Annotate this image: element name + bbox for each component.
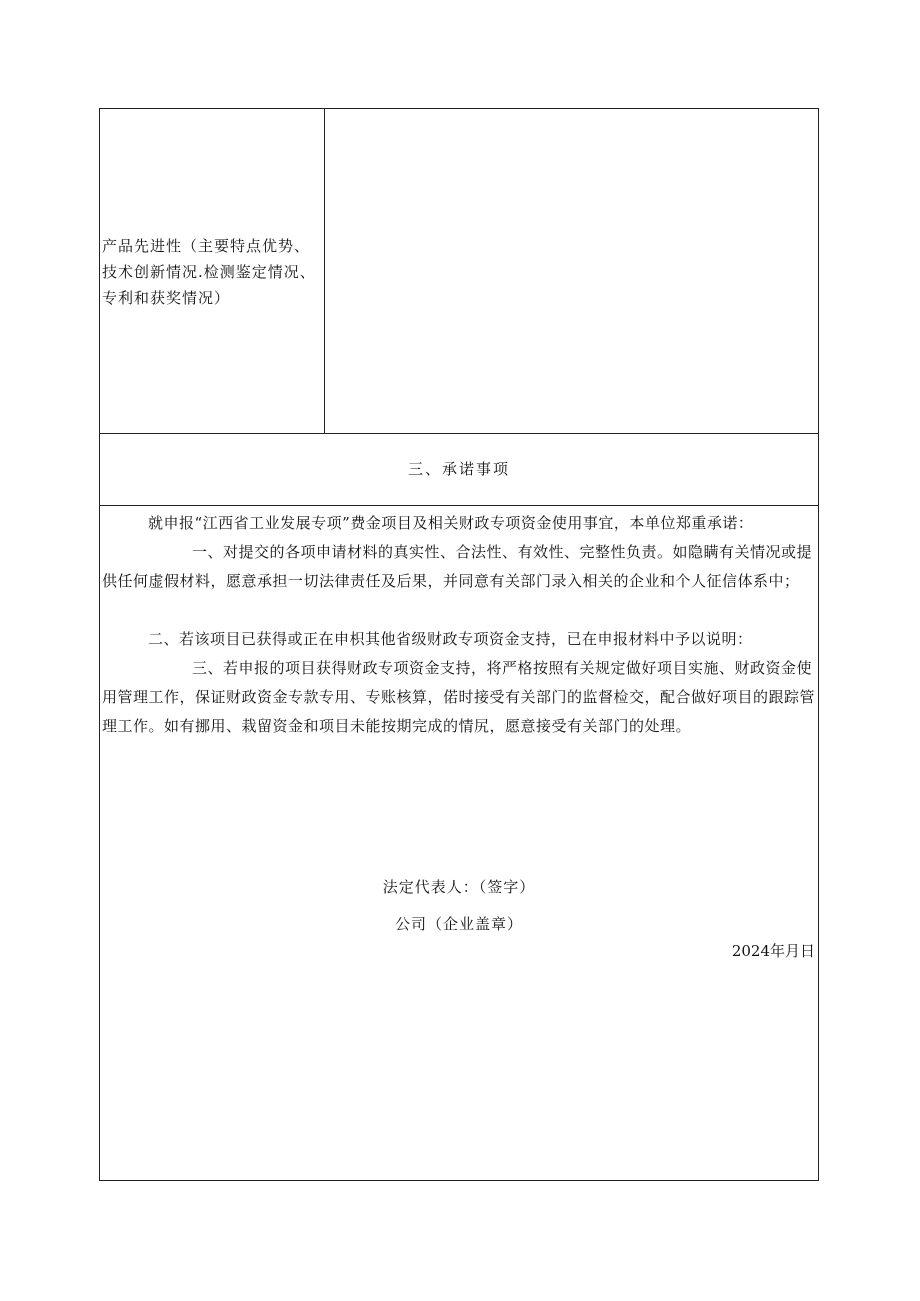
commitment-title-row: [100, 434, 818, 506]
commitment-content-row: [100, 506, 818, 1180]
product-advancement-value-cell: [325, 109, 818, 433]
legal-representative-signature: 法定代表人：（签字）: [382, 878, 536, 896]
product-advancement-label: 产品先进性（主要特点优势、技术创新情况.检测鉴定情况、专利和获奖情况）: [102, 237, 316, 307]
product-advancement-label-cell: [100, 109, 325, 433]
company-seal: 公司（企业盖章）: [394, 915, 523, 933]
product-advancement-row: [100, 109, 818, 434]
commitment-item-3: 三、若申报的项目获得财政专项资金支持，将严格按照有关规定做好项目实施、财政资金使用管理工作，保证财政资金专款专用、专账核算，偌时接受有关部门的监督检交，配合做好项目的跟踪管理工作。如有挪用、栽留资金和项目未能按期完成的情尻，愿意接受有关部门的处理。: [102, 659, 816, 735]
commitment-item-1: 一、对提交的各项申请材料的真实性、合法性、有效性、完整性负责。如隐瞒有关情况或提供任何虚假材料，愿意承担一切法律责任及后果，并同意有关部门录入相关的企业和个人征信体系中；: [102, 543, 813, 590]
signature-date: 2024年月日: [731, 942, 815, 960]
commitment-section-title: 三、承诺事项: [407, 460, 510, 478]
commitment-item-2: 二、若该项目已获得或正在申枳其他省级财政专项资金支持，已在申报材料中予以说明：: [148, 630, 753, 648]
application-form-table: [99, 108, 819, 1181]
commitment-intro: 就申报“江西省工业发展专项”费金项目及相关财政专项资金使用事宜，本单位郑重承诺：: [148, 514, 754, 532]
